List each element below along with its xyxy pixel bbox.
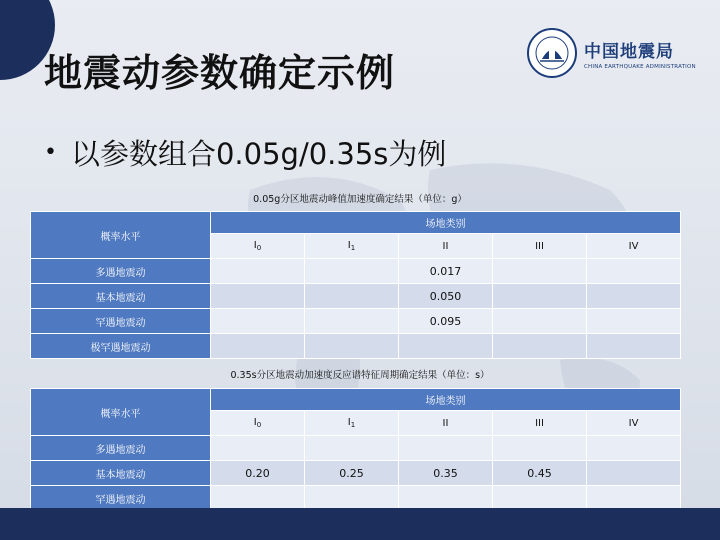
table-cell [493,436,587,461]
table1-site-class: $I_0$ [211,234,305,259]
pga-table [30,211,681,359]
row-label: 罕遇地震动 [31,486,211,511]
table1-corner-header: 概率水平 [31,212,211,259]
table-cell [305,259,399,284]
table-cell: 0.20 [211,461,305,486]
table-cell [399,436,493,461]
bullet-dot-icon: • [44,140,57,165]
table-cell [211,259,305,284]
table1-group-header: 场地类别 [211,212,681,234]
table-cell [493,309,587,334]
table1-site-class: II [399,234,493,259]
table-cell [493,486,587,511]
table-cell [587,284,681,309]
table-row [31,461,681,486]
table-row [31,259,681,284]
table-cell: 0.017 [399,259,493,284]
bullet-text: 以参数组合0.05g/0.35s为例 [70,137,447,171]
table2-site-class: IV [587,411,681,436]
table-cell [493,334,587,359]
row-label: 极罕遇地震动 [31,334,211,359]
table-cell: 0.25 [305,461,399,486]
footer-bar [0,508,720,540]
table2-corner-header: 概率水平 [31,389,211,436]
row-label: 多遇地震动 [31,259,211,284]
table-cell: 0.45 [493,461,587,486]
cea-seal-icon [526,27,578,79]
bullet-point [44,132,446,173]
table-cell [305,486,399,511]
row-label: 罕遇地震动 [31,309,211,334]
table2-site-class: $I_0$ [211,411,305,436]
table2-site-class: II [399,411,493,436]
table-cell: 0.35 [399,461,493,486]
table-cell: 0.095 [399,309,493,334]
table-cell [305,284,399,309]
table-row [31,436,681,461]
table-cell [211,486,305,511]
table-cell [587,461,681,486]
table-cell [305,334,399,359]
row-label: 基本地震动 [31,461,211,486]
table-row [31,334,681,359]
table-cell [587,334,681,359]
slide-title: 地震动参数确定示例 [44,51,396,95]
table1-site-class: IV [587,234,681,259]
table2-site-class: III [493,411,587,436]
table1-caption: 0.05g分区地震动峰值加速度确定结果（单位：g） [253,194,467,205]
table-cell [587,486,681,511]
table-row [31,486,681,511]
table-cell [493,284,587,309]
table-cell [211,334,305,359]
row-label: 基本地震动 [31,284,211,309]
cea-logo [526,28,706,78]
table-cell [211,436,305,461]
table-cell [305,436,399,461]
table-cell [587,309,681,334]
table-cell [211,284,305,309]
table-cell [587,436,681,461]
table-cell [305,309,399,334]
table-cell [211,309,305,334]
table-cell [493,259,587,284]
table-cell [399,334,493,359]
table1-site-class: III [493,234,587,259]
table-cell: 0.050 [399,284,493,309]
row-label: 多遇地震动 [31,436,211,461]
table-row [31,309,681,334]
table2-site-class: $I_1$ [305,411,399,436]
logo-name-en: CHINA EARTHQUAKE ADMINISTRATION [584,63,696,70]
table2-caption: 0.35s分区地震动加速度反应谱特征周期确定结果（单位：s） [230,370,490,381]
table-row [31,284,681,309]
table2-group-header: 场地类别 [211,389,681,411]
table-cell [399,486,493,511]
table1-site-class: $I_1$ [305,234,399,259]
tg-table [30,388,681,511]
table-cell [587,259,681,284]
logo-name-cn: 中国地震局 [584,41,674,62]
